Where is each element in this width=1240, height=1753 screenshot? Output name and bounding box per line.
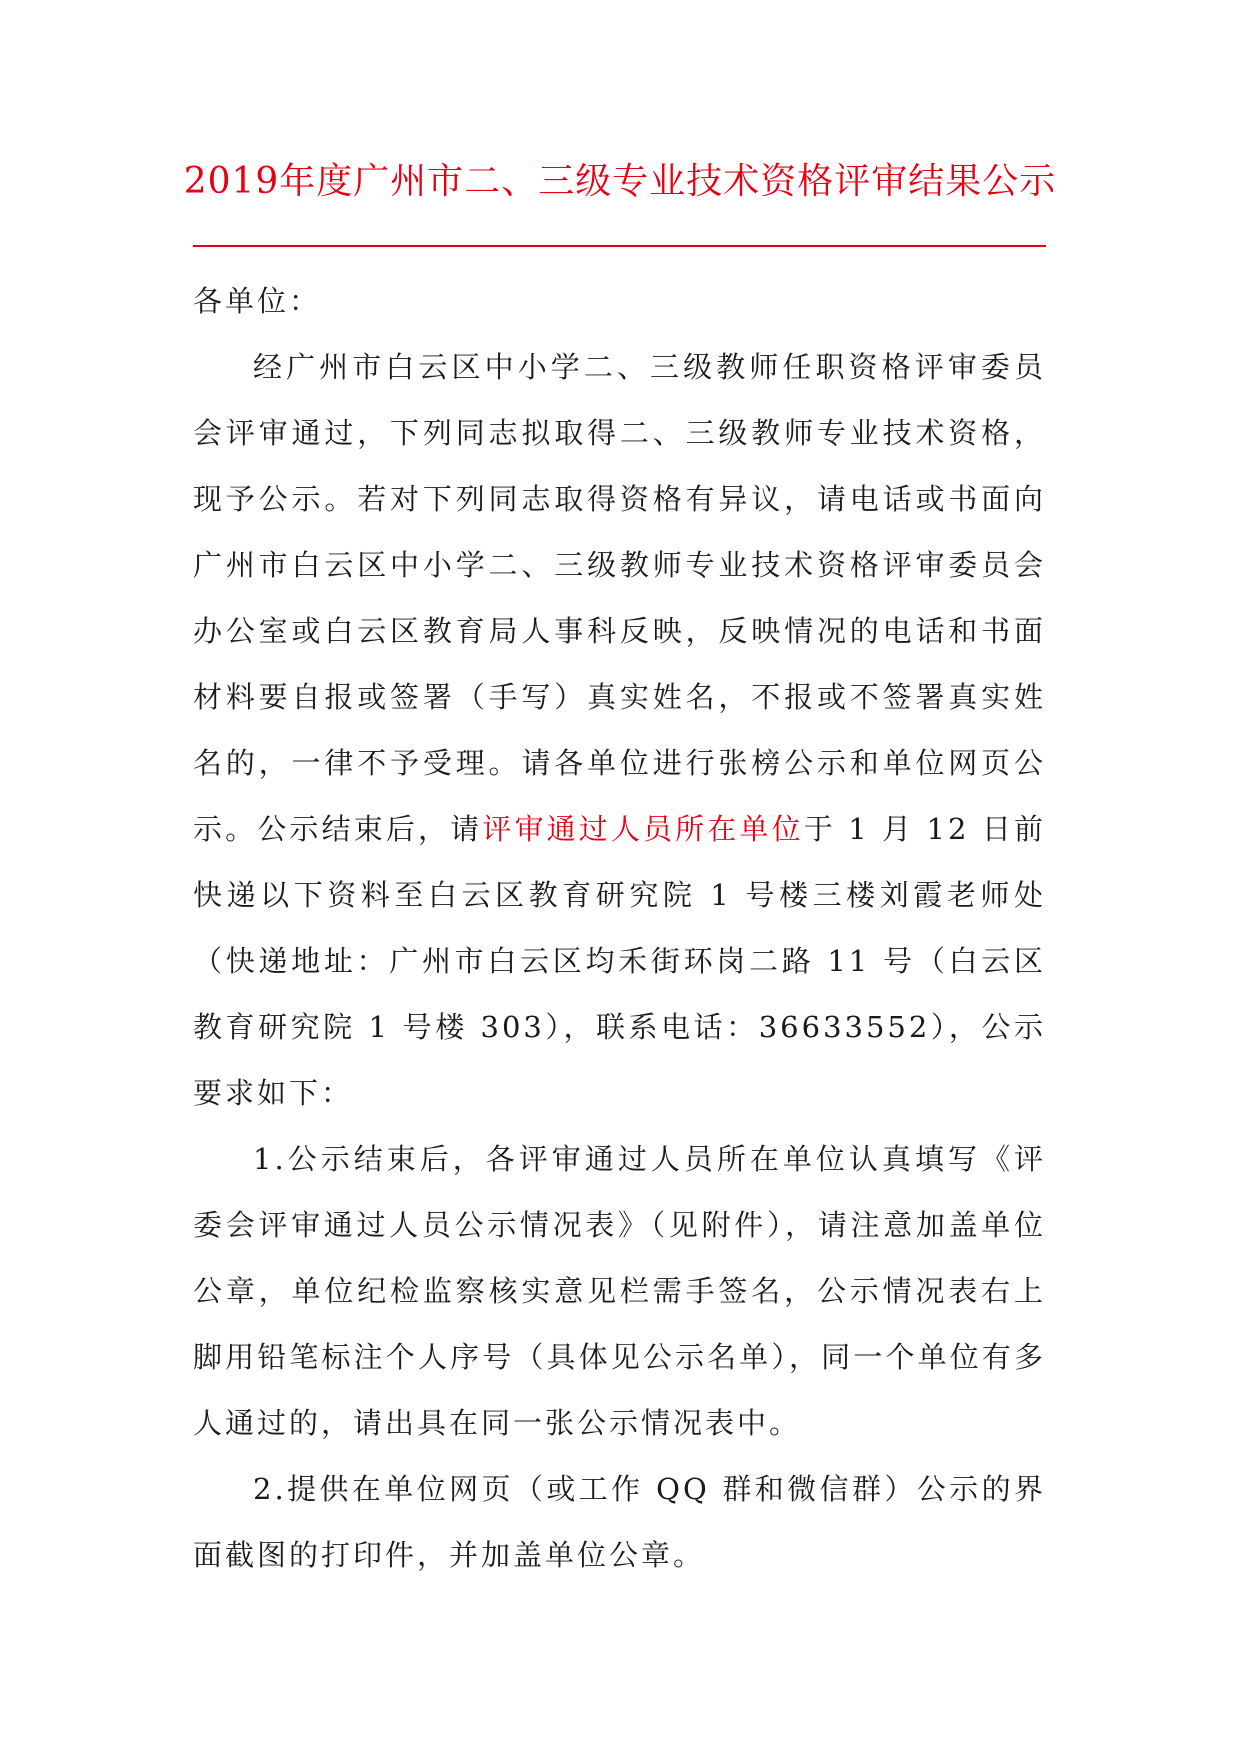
highlighted-text: 评审通过人员所在单位 (482, 812, 804, 846)
paragraph-text-before: 经广州市白云区中小学二、三级教师任职资格评审委员会评审通过，下列同志拟取得二、三级教师专业技术资格，现予公示。若对下列同志取得资格有异议，请电话或书面向广州市白云区中小学二、三级教师专业技术资格评审委员会办公室或白云区教育局人事科反映，反映情况的电话和书面材料要自报或签署（手写）真实姓名，不报或不签署真实姓名的，一律不予受理。请各单位进行张榜公示和单位网页公示。公示结束后，请 (193, 350, 1046, 846)
list-item-1: 1.公示结束后，各评审通过人员所在单位认真填写《评委会评审通过人员公示情况表》（见附件），请注意加盖单位公章，单位纪检监察核实意见栏需手签名，公示情况表右上脚用铅笔标注个人序号（具体见公示名单），同一个单位有多人通过的，请出具在同一张公示情况表中。 (193, 1142, 1046, 1440)
list-item-2: 2.提供在单位网页（或工作 QQ 群和微信群）公示的界面截图的打印件，并加盖单位公章。 (193, 1472, 1046, 1572)
paragraph-text-after: 于 1 月 12 日前快递以下资料至白云区教育研究院 1 号楼三楼刘霞老师处（快递地址：广州市白云区均禾街环岗二路 11 号（白云区教育研究院 1 号楼 303），联系电话：36633552），公示要求如下： (193, 812, 1046, 1110)
salutation: 各单位： (193, 284, 322, 318)
paragraph-announcement (193, 334, 1046, 1126)
document-body (193, 268, 1046, 1588)
document-title: 2019年度广州市二、三级专业技术资格评审结果公示 (183, 161, 1057, 202)
title-divider (193, 245, 1046, 247)
